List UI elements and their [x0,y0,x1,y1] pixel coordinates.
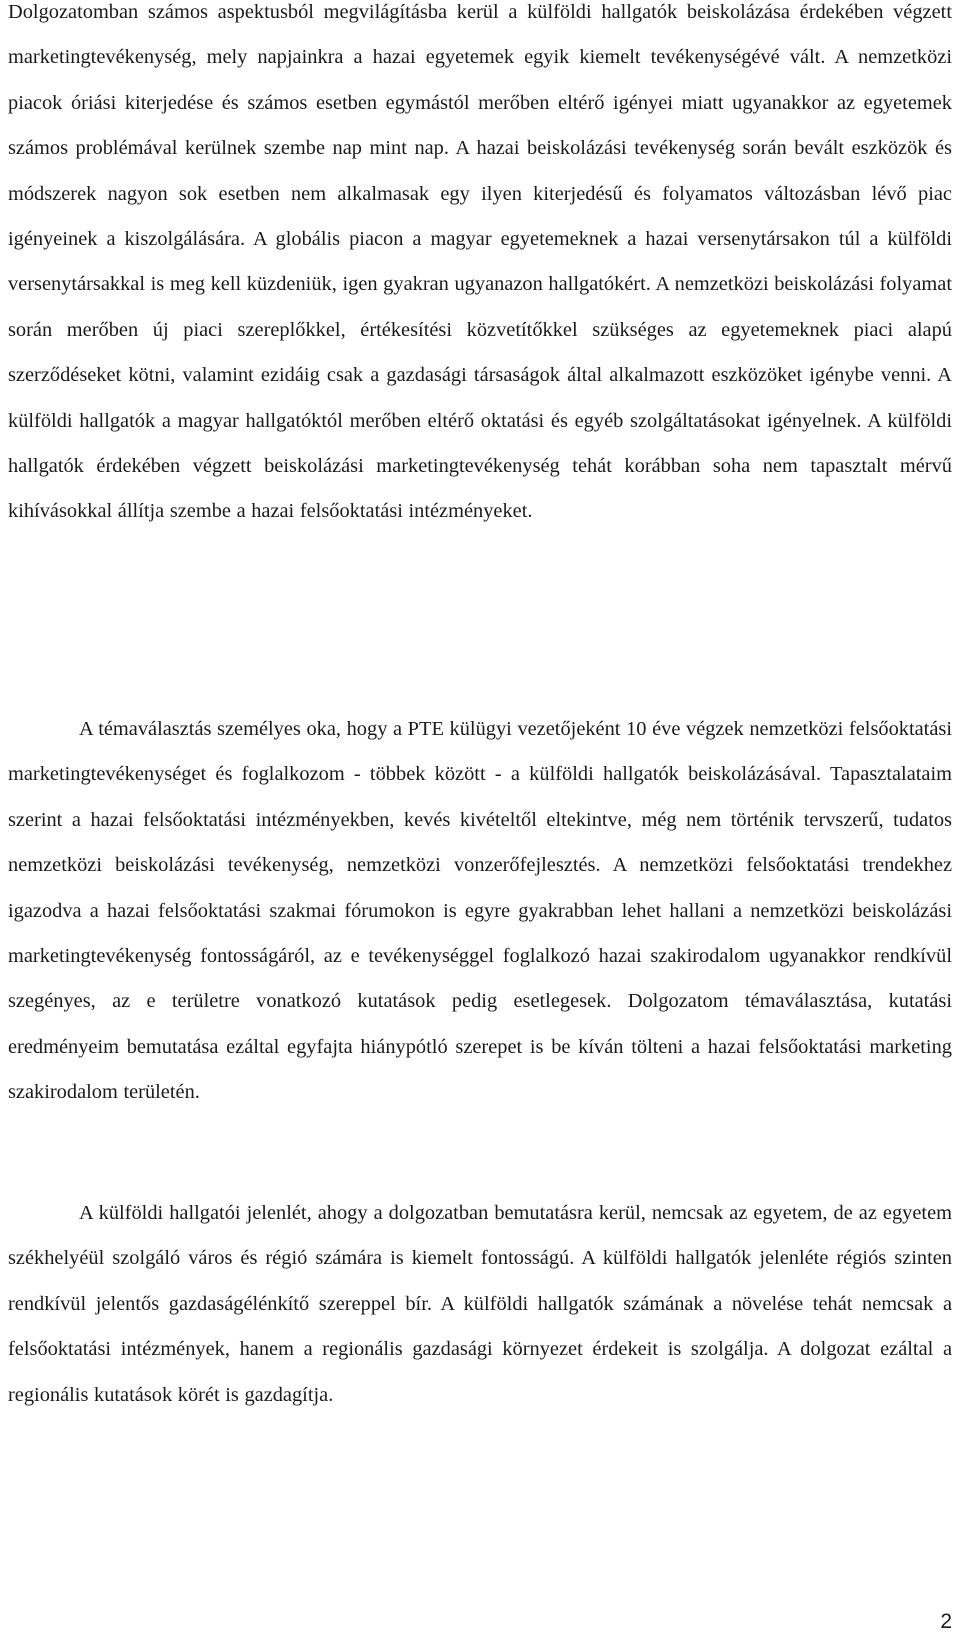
paragraph-topic-choice: A témaválasztás személyes oka, hogy a PTE külügyi vezetőjeként 10 éve végzek nemzetközi felsőoktatási marketingtevékenységet és foglalkozom - többek között - a külföldi hallgatók beiskolázásával. Tapasztalataim szerint a hazai felsőoktatási intézményekben, kevés kivételtől eltekintve, még nem történik tervszerű, tudatos nemzetközi beiskolázási tevékenység, nemzetközi vonzerőfejlesztés. A nemzetközi felsőoktatási trendekhez igazodva a hazai felsőoktatási szakmai fórumokon is egyre gyakrabban lehet hallani a nemzetközi beiskolázási marketingtevékenység fontosságáról, az e tevékenységgel foglalkozó hazai szakirodalom ugyanakkor rendkívül szegényes, az e területre vonatkozó kutatások pedig esetlegesek. Dolgozatom témaválasztása, kutatási eredményeim bemutatása ezáltal egyfajta hiánypótló szerepet is be kíván tölteni a hazai felsőoktatási marketing szakirodalom területén. [8,718,952,1104]
paragraph-intro: Dolgozatomban számos aspektusból megvilágításba kerül a külföldi hallgatók beiskolázása érdekében végzett marketingtevékenység, mely napjainkra a hazai egyetemek egyik kiemelt tevékenységévé vált. A nemzetközi piacok óriási kiterjedése és számos esetben egymástól merőben eltérő igényei miatt ugyanakkor az egyetemek számos problémával kerülnek szembe nap mint nap. A hazai beiskolázási tevékenység során bevált eszközök és módszerek nagyon sok esetben nem alkalmasak egy ilyen kiterjedésű és folyamatos változásban lévő piac igényeinek a kiszolgálására. A globális piacon a magyar egyetemeknek a hazai versenytársakon túl a külföldi versenytársakkal is meg kell küzdeniük, igen gyakran ugyanazon hallgatókért. A nemzetközi beiskolázási folyamat során merőben új piaci szereplőkkel, értékesítési közvetítőkkel szükséges az egyetemeknek piaci alapú szerződéseket kötni, valamint ezidáig csak a gazdasági társaságok által alkalmazott eszközöket igénybe venni. A külföldi hallgatók a magyar hallgatóktól merőben eltérő oktatási és egyéb szolgáltatásokat igényelnek. A külföldi hallgatók érdekében végzett beiskolázási marketingtevékenység tehát korábban soha nem tapasztalt mérvű kihívásokkal állítja szembe a hazai felsőoktatási intézményeket. [8,1,952,523]
page-number: 2 [940,1610,952,1633]
paragraph-regional-impact: A külföldi hallgatói jelenlét, ahogy a dolgozatban bemutatásra kerül, nemcsak az egyetem, de az egyetem székhelyéül szolgáló város és régió számára is kiemelt fontosságú. A külföldi hallgatók jelenléte régiós szinten rendkívül jelentős gazdaságélénkítő szereppel bír. A külföldi hallgatók számának a növelése tehát nemcsak a felsőoktatási intézmények, hanem a regionális gazdasági környezet érdekeit is szolgálja. A dolgozat ezáltal a regionális kutatások körét is gazdagítja. [8,1202,952,1406]
